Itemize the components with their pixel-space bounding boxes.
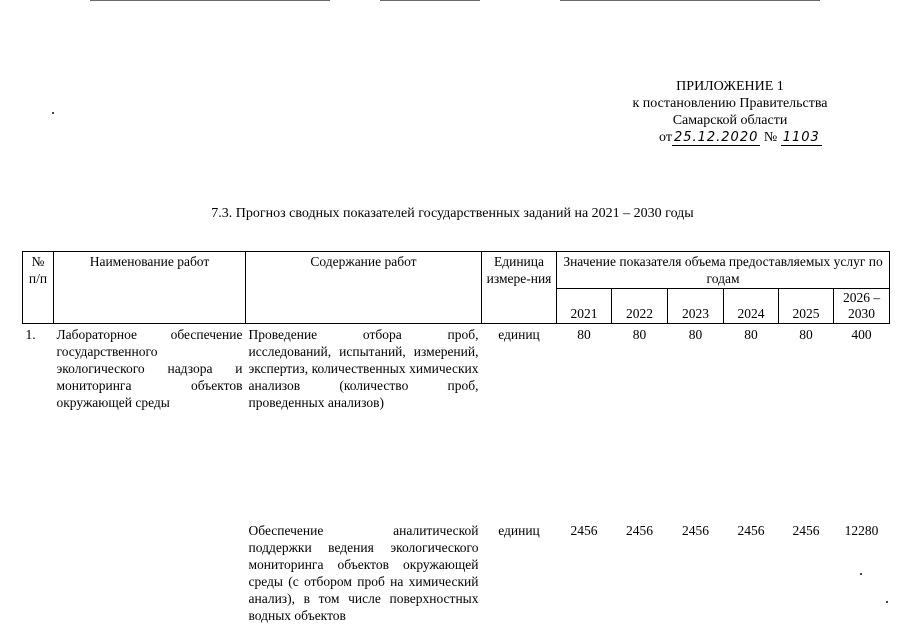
value-cell: 80 bbox=[577, 327, 591, 342]
number-sign: № bbox=[763, 130, 778, 145]
appendix-date-number bbox=[560, 129, 900, 146]
value-cell: 400 bbox=[851, 327, 872, 342]
header-year: 2021 bbox=[557, 289, 612, 324]
header-year: 2024 bbox=[724, 289, 779, 324]
header-number: № п/п bbox=[23, 252, 54, 324]
handwritten-date: 25.12.2020 bbox=[673, 130, 759, 145]
table-row bbox=[23, 412, 890, 625]
value-cell: 80 bbox=[744, 327, 758, 342]
header-work-name: Наименование работ bbox=[54, 252, 246, 324]
unit: единиц bbox=[498, 327, 540, 342]
scan-edge-line bbox=[90, 0, 330, 1]
header-value-group: Значение показателя объема предоставляемых услуг по годам bbox=[557, 252, 890, 289]
header-unit: Единица измере-ния bbox=[482, 252, 557, 324]
value-cell: 2456 bbox=[792, 523, 820, 538]
scan-edge-line bbox=[380, 0, 480, 1]
forecast-table bbox=[22, 251, 890, 625]
header-year: 2023 bbox=[668, 289, 724, 324]
value-cell: 2456 bbox=[626, 523, 653, 538]
value-cell: 12280 bbox=[844, 523, 879, 538]
value-cell: 2456 bbox=[682, 523, 709, 538]
value-cell: 2456 bbox=[737, 523, 765, 538]
value-cell: 80 bbox=[632, 327, 647, 342]
appendix-region: Самарской области bbox=[672, 113, 788, 128]
appendix-title: ПРИЛОЖЕНИЕ 1 bbox=[676, 79, 784, 94]
row-number: 1. bbox=[25, 327, 36, 342]
scan-edge-line bbox=[560, 0, 820, 1]
header-year: 2022 bbox=[612, 289, 668, 324]
handwritten-number: 1103 bbox=[782, 130, 820, 145]
header-work-content: Содержание работ bbox=[246, 252, 482, 324]
date-prefix: от bbox=[659, 130, 672, 145]
work-name: Лабораторное обеспечение государственного экологического надзора и мониторинга объектов окружающей среды bbox=[56, 327, 243, 410]
header-year: 2025 bbox=[779, 289, 834, 324]
scan-speck bbox=[860, 573, 862, 575]
value-cell: 80 bbox=[799, 327, 813, 342]
appendix-heading bbox=[560, 78, 900, 146]
work-name bbox=[54, 412, 246, 625]
value-cell: 2456 bbox=[570, 523, 598, 538]
value-cell: 80 bbox=[688, 327, 703, 342]
header-year: 2026 – 2030 bbox=[834, 289, 890, 324]
unit: единиц bbox=[498, 523, 540, 538]
scan-speck bbox=[886, 601, 888, 603]
document-title: 7.3. Прогноз сводных показателей государственных заданий на 2021 – 2030 годы bbox=[211, 206, 694, 221]
appendix-subtitle: к постановлению Правительства bbox=[632, 96, 828, 111]
table-row bbox=[23, 324, 890, 413]
work-content: Обеспечение аналитической поддержки ведения экологического мониторинга объектов окружающей среды (с отбором проб на химический анализ), в том числе поверхностных водных объектов bbox=[248, 523, 479, 623]
scan-speck bbox=[52, 112, 54, 114]
row-number bbox=[23, 412, 54, 625]
work-content: Проведение отбора проб, исследований, испытаний, измерений, экспертиз, количественных химических анализов (количество проб, проведенных анализов) bbox=[248, 327, 479, 410]
